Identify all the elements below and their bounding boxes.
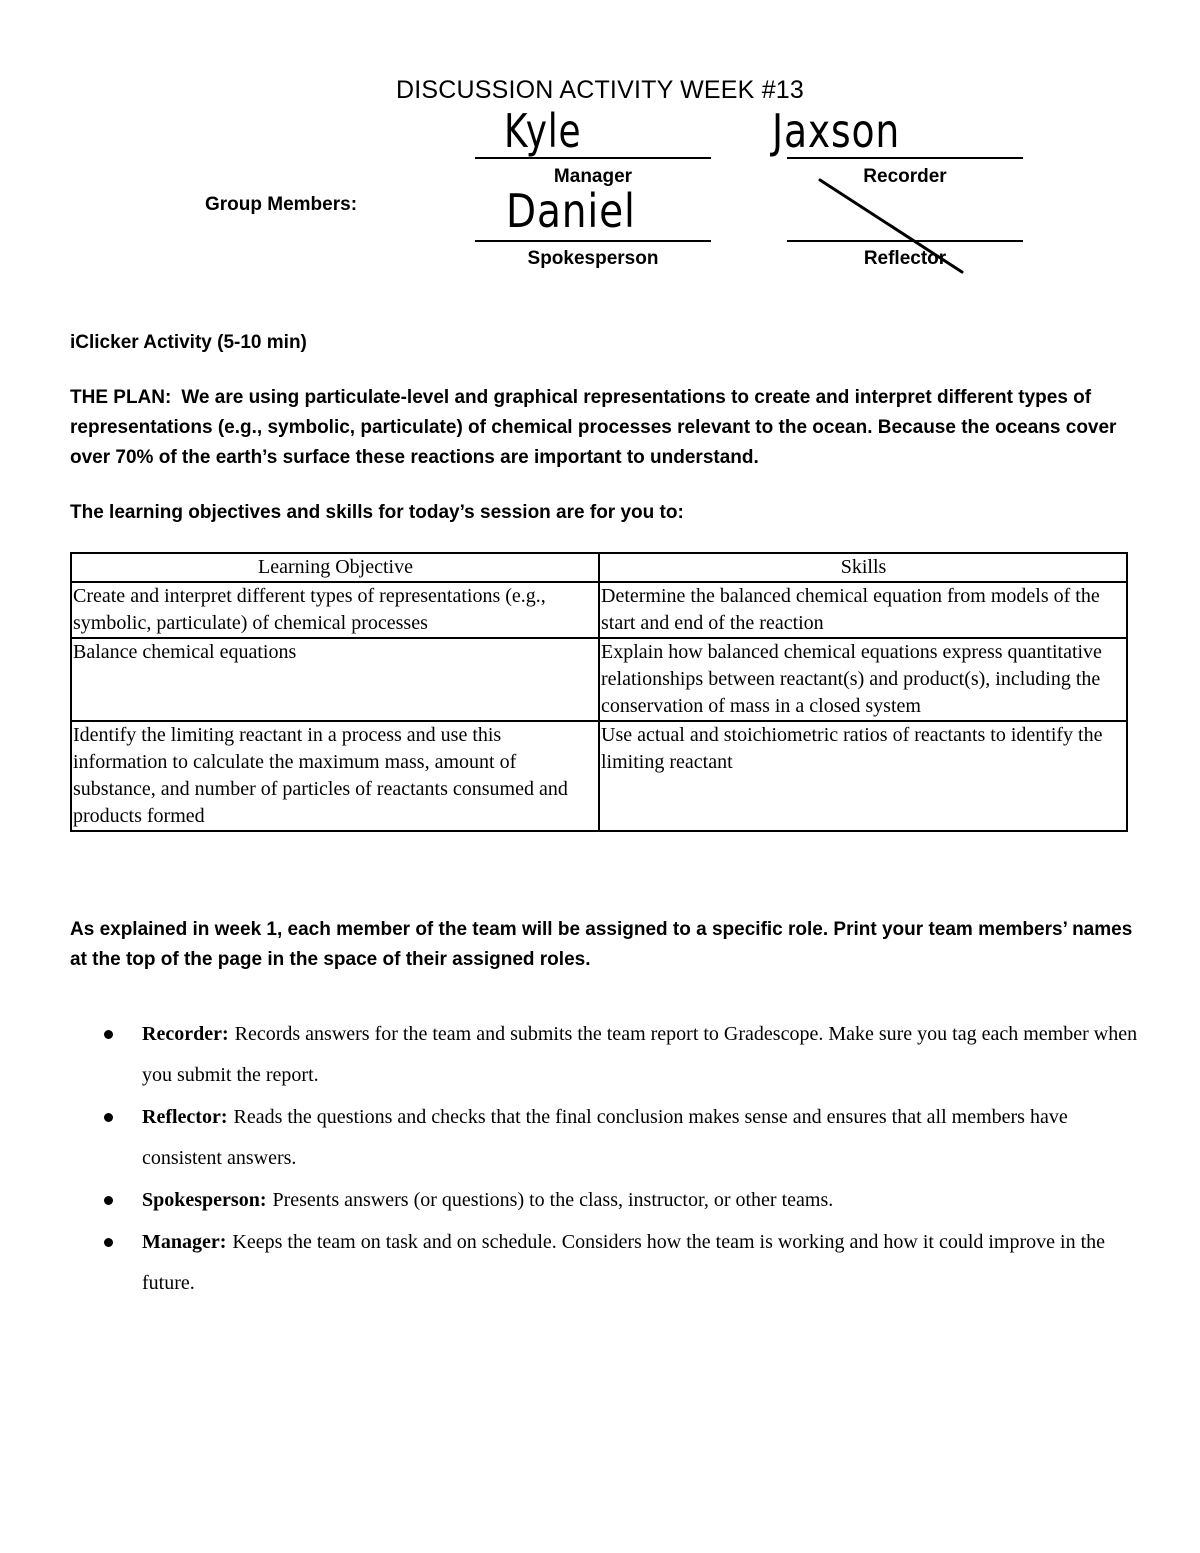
reflector-strikethrough-mark [0, 0, 1200, 300]
recorder-signature: Jaxson [772, 104, 901, 158]
bullet-icon [104, 1113, 113, 1122]
iclicker-heading: iClicker Activity (5-10 min) [70, 332, 307, 353]
role-text: Records answers for the team and submits the team report to Gradescope. Make sure you tag each member when you submit the report. [142, 1023, 1138, 1086]
bullet-icon [104, 1196, 113, 1205]
manager-role-label: Manager [553, 166, 633, 187]
bullet-icon [104, 1030, 113, 1039]
role-text: Keeps the team on task and on schedule. Considers how the team is working and how it could improve in the future. [142, 1231, 1106, 1294]
table-row [71, 638, 1127, 721]
skill-cell: Explain how balanced chemical equations express quantitative relationships between reactant(s) and product(s), including the conservation of mass in a closed system [599, 638, 1127, 721]
group-members-label: Group Members: [205, 194, 358, 215]
role-name: Manager: [142, 1231, 227, 1253]
bullet-icon [104, 1238, 113, 1247]
objectives-intro: The learning objectives and skills for today’s session are for you to: [70, 502, 684, 523]
objective-cell: Balance chemical equations [71, 638, 599, 721]
plan-paragraph [70, 383, 1145, 473]
role-text: Reads the questions and checks that the final conclusion makes sense and ensures that all members have consistent answers. [142, 1106, 1068, 1169]
list-item [70, 1180, 1150, 1221]
column-header: Skills [599, 553, 1127, 582]
roles-intro: As explained in week 1, each member of the team will be assigned to a specific role. Print your team members’ names at the top of the page in the space of their assigned roles. [70, 919, 1133, 970]
column-header: Learning Objective [71, 553, 599, 582]
skill-cell: Use actual and stoichiometric ratios of reactants to identify the limiting reactant [599, 721, 1127, 831]
recorder-role-label: Recorder [863, 166, 947, 187]
spokesperson-signature: Daniel [506, 184, 636, 238]
table-row [71, 582, 1127, 638]
list-item [70, 1014, 1150, 1096]
role-name: Recorder: [142, 1023, 229, 1045]
objective-cell: Create and interpret different types of representations (e.g., symbolic, particulate) of chemical processes [71, 582, 599, 638]
list-item [70, 1222, 1150, 1304]
page-title: DISCUSSION ACTIVITY WEEK #13 [395, 76, 805, 104]
manager-signature: Kyle [504, 104, 582, 158]
objective-cell: Identify the limiting reactant in a process and use this information to calculate the maximum mass, amount of substance, and number of particles of reactants consumed and products formed [71, 721, 599, 831]
spokesperson-role-label: Spokesperson [527, 248, 659, 269]
table-row [71, 721, 1127, 831]
role-name: Spokesperson: [142, 1189, 267, 1211]
list-item [70, 1097, 1150, 1179]
role-name: Reflector: [142, 1106, 228, 1128]
table-header-row [71, 553, 1127, 582]
plan-lead: THE PLAN: [70, 387, 172, 408]
role-text: Presents answers (or questions) to the class, instructor, or other teams. [272, 1189, 834, 1211]
role-descriptions-list [70, 1014, 1150, 1305]
objectives-table [70, 552, 1128, 832]
skill-cell: Determine the balanced chemical equation from models of the start and end of the reaction [599, 582, 1127, 638]
reflector-role-label: Reflector [863, 248, 947, 269]
plan-text: We are using particulate-level and graphical representations to create and interpret different types of representations (e.g., symbolic, particulate) of chemical processes relevant to the ocean. Because the oceans cover over 70% of the earth’s surface these reactions are important to understand. [70, 387, 1117, 468]
